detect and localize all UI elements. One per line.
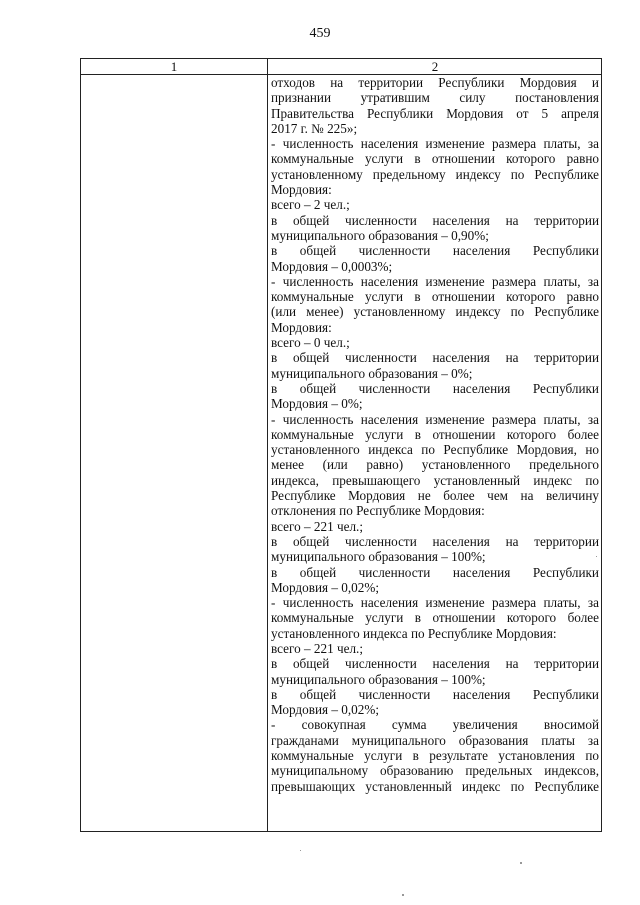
text-line: - численность населения изменение размера платы, за [271,136,599,152]
text-line: в общей численности населения Республики [271,243,599,259]
text-line: отклонения по Республике Мордовия: [271,503,485,519]
text-line: установленного индекса по Республике Мордовия, но [271,442,599,458]
table-header-row [81,59,601,75]
scan-speck [596,556,597,557]
text-line: установленного индекса по Республике Мордовия: [271,625,557,641]
text-line: Мордовия – 0,02%; [271,702,379,718]
text-line: в общей численности населения на территории [271,350,599,366]
text-line: Мордовия – 0,0003%; [271,258,393,274]
text-line: в общей численности населения на территории [271,212,599,228]
text-line: признании утратившим силу постановления [271,90,599,106]
text-line: всего – 0 чел.; [271,335,350,351]
text-line: - численность населения изменение размера платы, за [271,595,599,611]
text-line: муниципальному образованию предельных индексов, [271,763,599,779]
text-line: менее (или равно) установленного предельного [271,457,599,473]
text-line: 2017 г. № 225»; [271,120,358,136]
text-line: индекса, превышающего установленный индекс по [271,472,599,488]
column-header-2: 2 [431,59,439,74]
document-table [80,58,602,832]
text-line: коммунальные услуги в отношении которого равно [271,151,599,167]
text-line: Мордовия: [271,319,332,335]
text-line: в общей численности населения на территории [271,533,599,549]
text-line: (или менее) установленному индексу по Республике [271,304,599,320]
column-divider [267,59,268,831]
text-line: коммунальные услуги в результате установления по [271,748,599,764]
text-line: - совокупная сумма увеличения вносимой [271,717,599,733]
text-line: Республике Мордовия не более чем на величину [271,488,599,504]
text-line: превышающих установленный индекс по Республике [271,778,599,794]
text-line: - численность населения изменение размера платы, за [271,273,599,289]
text-line: в общей численности населения Республики [271,380,599,396]
text-line: - численность населения изменение размера платы, за [271,411,599,427]
text-line: муниципального образования – 0%; [271,365,473,381]
text-line: Мордовия – 0,02%; [271,579,379,595]
text-line: всего – 221 чел.; [271,640,363,656]
text-line: всего – 221 чел.; [271,518,363,534]
text-line: Правительства Республики Мордовия от 5 апреля [271,105,599,121]
text-line: муниципального образования – 100%; [271,671,486,687]
scan-speck [402,894,404,896]
column-header-1: 1 [170,59,178,74]
scan-speck [300,850,301,851]
table-text-cell [271,75,599,794]
text-line: всего – 2 чел.; [271,197,350,213]
text-line: муниципального образования – 0,90%; [271,227,489,243]
text-line: в общей численности населения Республики [271,686,599,702]
text-line: коммунальные услуги в отношении которого более [271,610,599,626]
text-line: установленному предельному индексу по Республике [271,166,599,182]
text-line: отходов на территории Республики Мордовия и [271,75,599,90]
text-line: Мордовия – 0%; [271,396,363,412]
text-line: Мордовия: [271,182,332,198]
text-line: коммунальные услуги в отношении которого более [271,426,599,442]
text-line: муниципального образования – 100%; [271,549,486,565]
text-line: в общей численности населения Республики [271,564,599,580]
scan-speck [520,862,522,864]
text-line: гражданами муниципального образования платы за [271,732,599,748]
text-line: коммунальные услуги в отношении которого равно [271,289,599,305]
text-line: в общей численности населения на территории [271,656,599,672]
page-number: 459 [309,26,331,41]
